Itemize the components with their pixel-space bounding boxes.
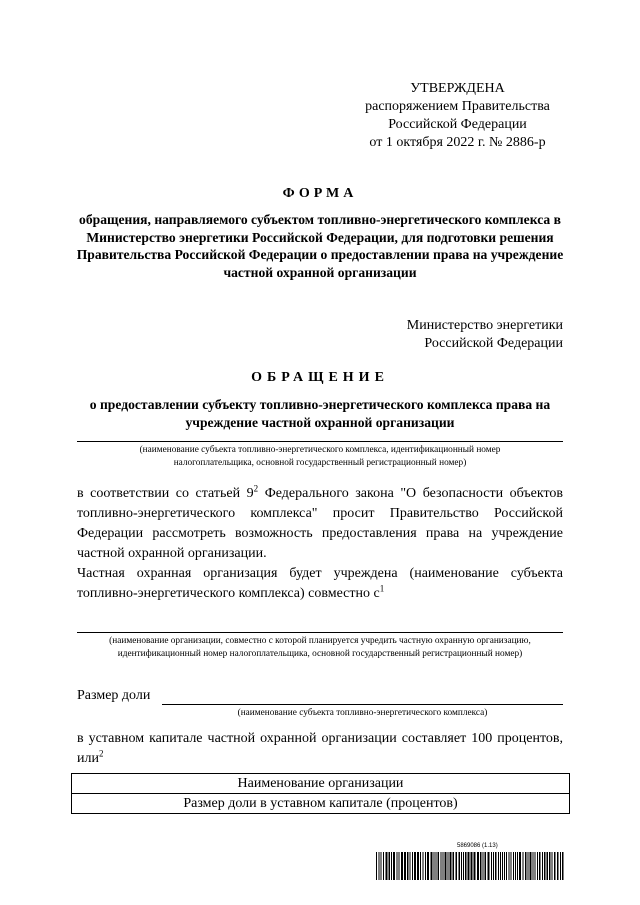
approval-line-2: Российской Федерации — [388, 117, 527, 132]
share-caption: (наименование субъекта топливно-энергетического комплекса) — [237, 708, 488, 718]
barcode — [376, 852, 564, 880]
paragraph-legal-basis — [77, 484, 563, 564]
appeal-title: ОБРАЩЕНИЕ — [251, 370, 389, 385]
appeal-description: о предоставлении субъекту топливно-энергетического комплекса права на учреждение частной охранной организации — [89, 397, 551, 430]
subject-caption: (наименование субъекта топливно-энергетического комплекса, идентификационный номер налогоплательщика, основной государственный регистрационный номер) — [139, 445, 501, 468]
footnote-ref-2: 2 — [98, 748, 104, 759]
barcode-number: 5869086 (1.13) — [457, 843, 498, 849]
approval-stamp — [350, 80, 565, 152]
subject-fill-line[interactable] — [77, 441, 563, 442]
form-title: ФОРМА — [282, 186, 358, 201]
approval-line-3: от 1 октября 2022 г. № 2886-р — [369, 135, 546, 150]
table-row — [72, 774, 570, 794]
organization-fill-line[interactable] — [77, 632, 563, 633]
approval-heading: УТВЕРЖДЕНА — [410, 81, 505, 96]
addressee-line-1: Министерство энергетики — [406, 318, 563, 333]
table-row — [72, 794, 570, 814]
form-description: обращения, направляемого субъектом топливно-энергетического комплекса в Министерство энергетики Российской Федерации, для подготовки решения Правительства Российской Федерации о предоставлении права на учреждение частной охранной организации — [76, 212, 564, 280]
paragraph-co-founder — [77, 564, 563, 604]
paragraph2-text: Частная охранная организация будет учреждена (наименование субъекта топливно-энергетического комплекса) совместно с — [77, 566, 563, 601]
organization-table — [71, 773, 570, 814]
addressee — [370, 317, 563, 353]
addressee-line-2: Российской Федерации — [424, 336, 563, 351]
paragraph1-rest: Федерального закона "О безопасности объектов топливно-энергетического комплекса" просит Правительство Российской Федерации рассмотреть возможность предоставления права на учреждение частной охранной организации. — [77, 486, 563, 561]
table-cell-share-size: Размер доли в уставном капитале (процентов) — [72, 794, 570, 814]
footnote-ref-1: 1 — [379, 583, 385, 594]
paragraph3-text: в уставном капитале частной охранной организации составляет 100 процентов, или — [77, 731, 563, 766]
footnote-ref-article: 2 — [253, 483, 259, 494]
paragraph1-start: в соответствии со статьей 9 — [77, 486, 254, 501]
share-label: Размер доли — [77, 688, 151, 703]
approval-line-1: распоряжением Правительства — [365, 99, 550, 114]
organization-caption: (наименование организации, совместно с которой планируется учредить частную охранную организацию, идентификационный номер налогоплательщика, основной государственный регистрационный номер) — [109, 636, 531, 659]
paragraph-share-size — [77, 729, 563, 769]
table-cell-org-name: Наименование организации — [72, 774, 570, 794]
share-fill-line[interactable] — [162, 704, 563, 705]
